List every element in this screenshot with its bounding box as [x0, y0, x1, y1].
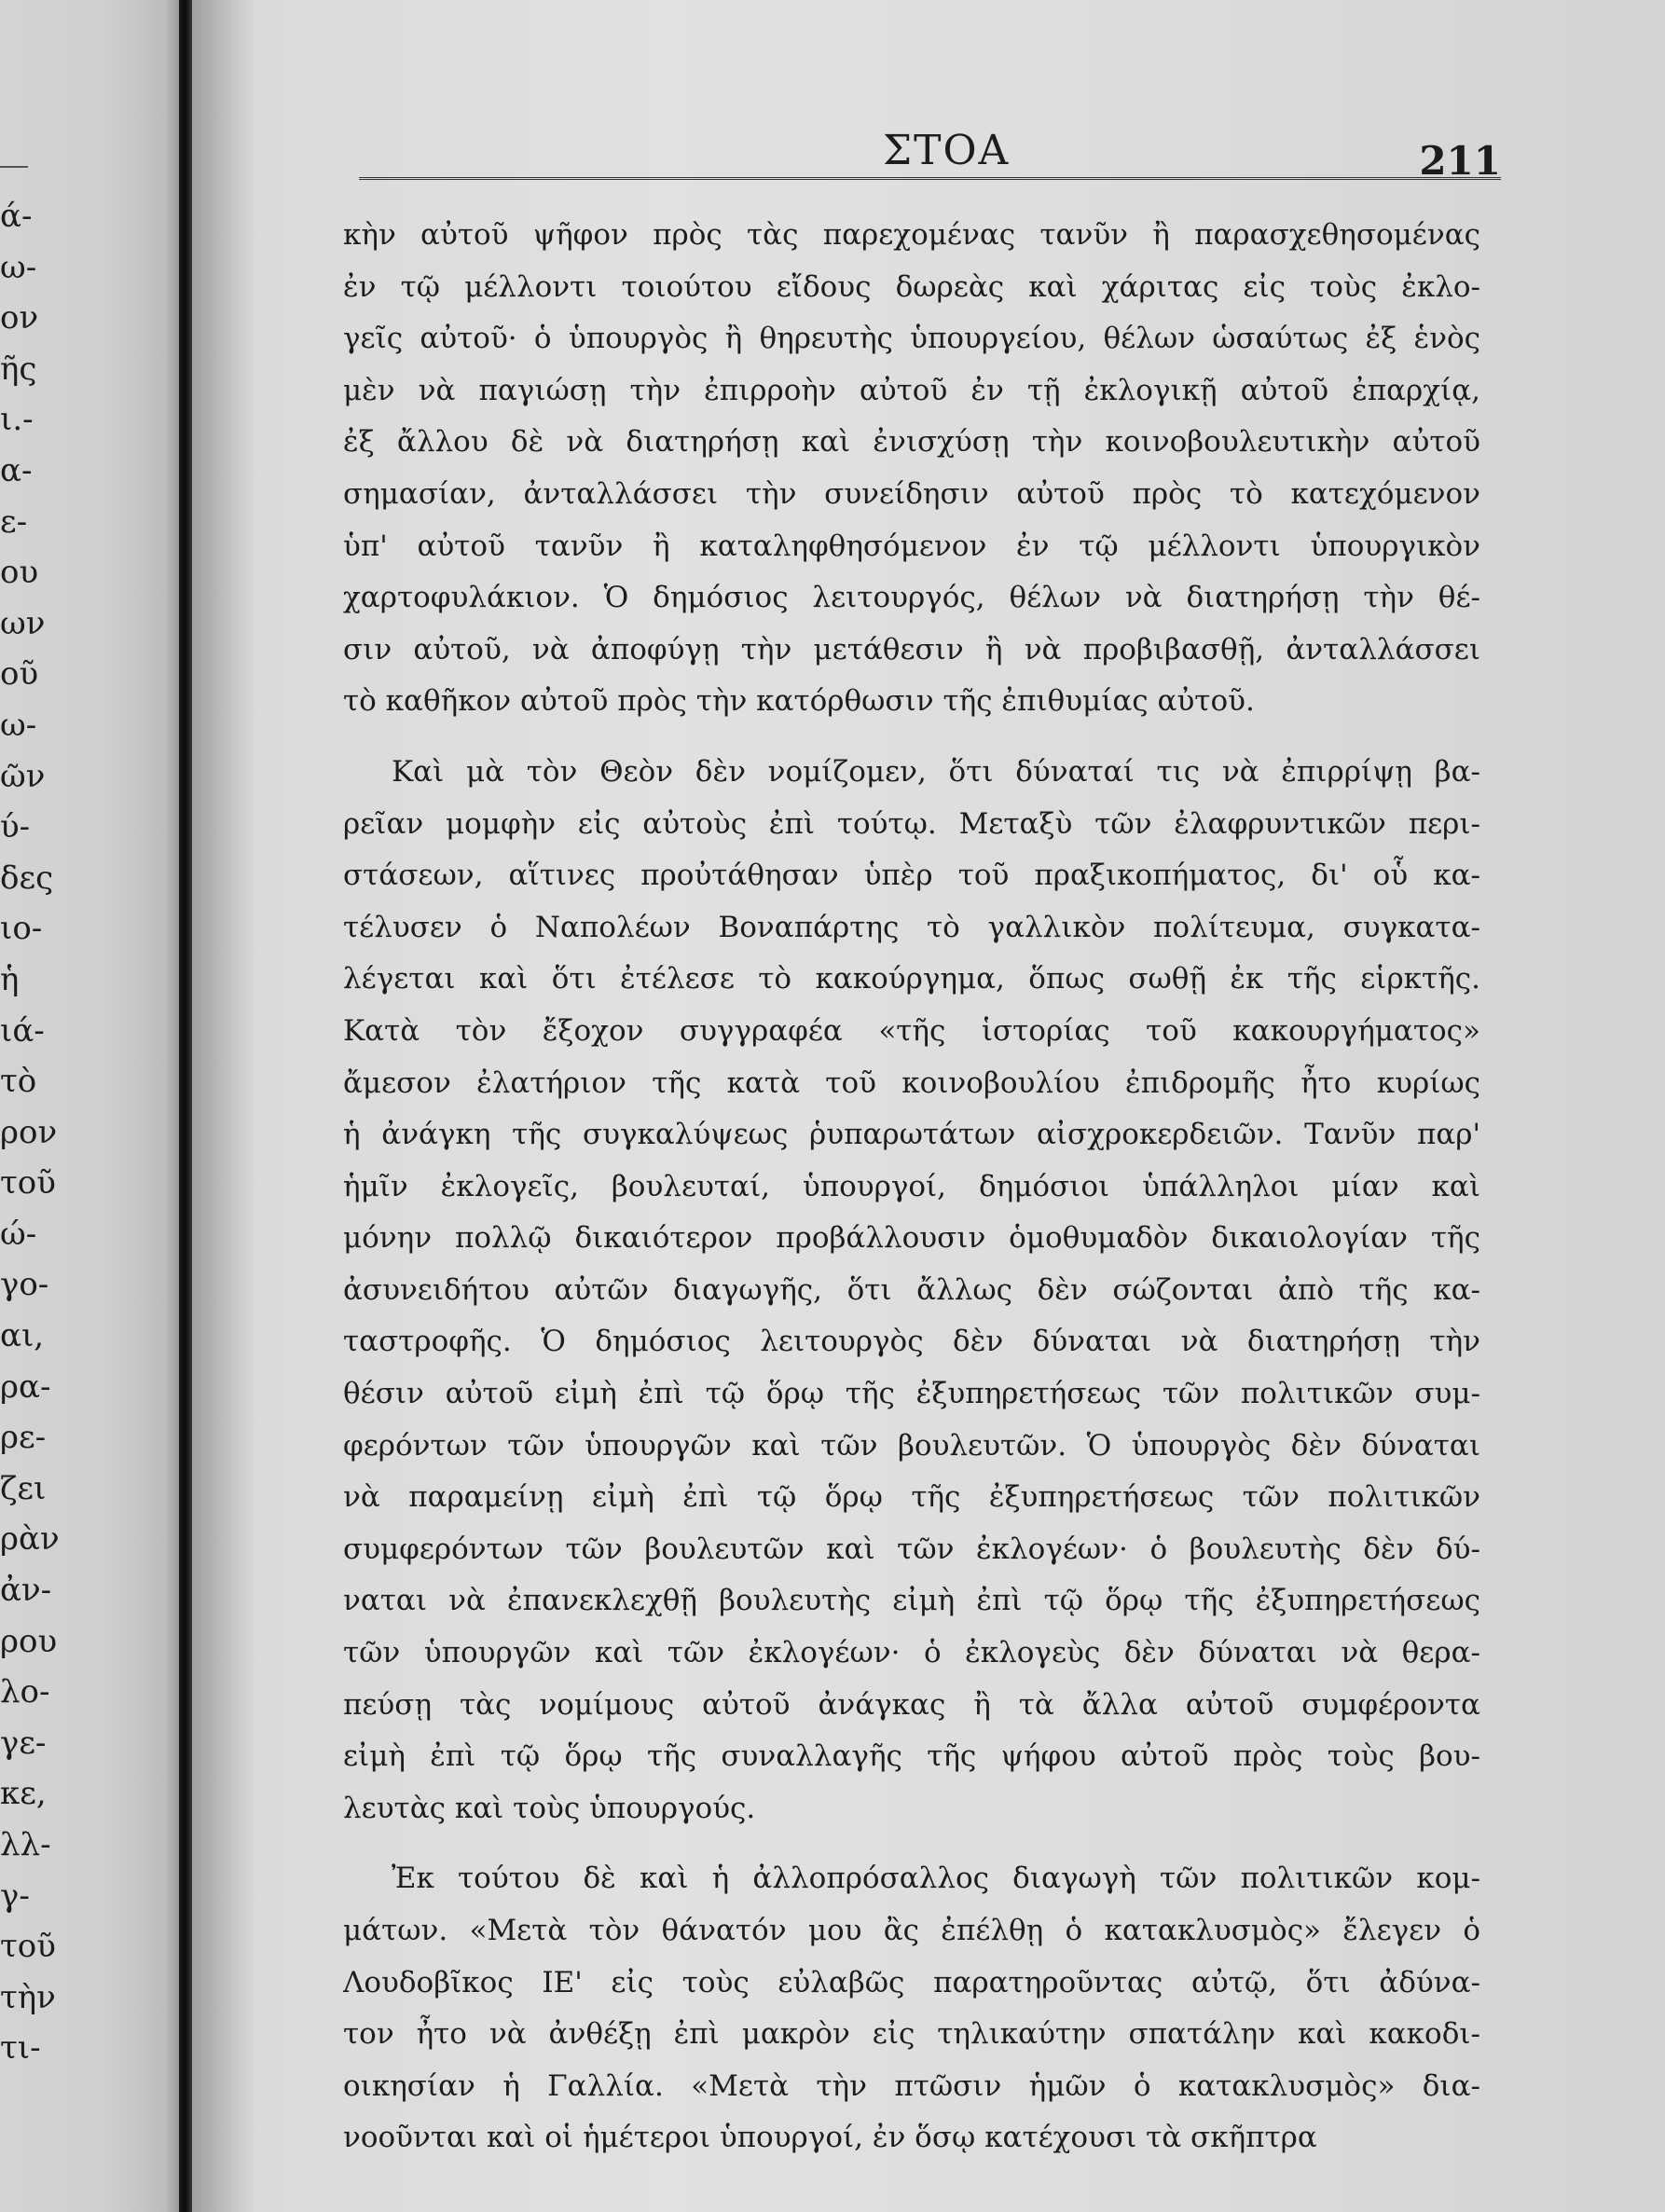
paragraph	[343, 1853, 1480, 2164]
paragraph-gap	[343, 1834, 1480, 1853]
text-line: χαρτοφυλάκιον. Ὁ δημόσιος λειτουργός, θέλων νὰ διατηρήσῃ τὴν θέ-	[343, 581, 1480, 615]
left-page-fragment-line: ἡ	[0, 960, 20, 998]
text-line: εἰμὴ ἐπὶ τῷ ὅρῳ τῆς συναλλαγῆς τῆς ψήφου αὐτοῦ πρὸς τοὺς βου-	[343, 1739, 1480, 1774]
left-page-fragment-line: ύ-	[0, 808, 31, 846]
left-page-fragment-line: ῆς	[0, 350, 37, 388]
text-line: κὴν αὐτοῦ ψῆφον πρὸς τὰς παρεχομένας τανῦν ἢ παρασχεθησομένας	[343, 218, 1480, 252]
text-line: μάτων. «Μετὰ τὸν θάνατόν μου ἂς ἐπέλθῃ ὁ κατακλυσμὸς» ἔλεγεν ὁ	[343, 1914, 1480, 1947]
left-page-rule	[0, 166, 28, 168]
left-page-fragment-line: ιο-	[0, 910, 43, 948]
left-page-fragment-line: τοῦ	[0, 1164, 56, 1202]
text-line: ναται νὰ ἐπανεκλεχθῇ βουλευτὴς εἰμὴ ἐπὶ τῷ ὅρῳ τῆς ἐξυπηρετήσεως	[343, 1584, 1480, 1618]
text-line: Ἐκ τούτου δὲ καὶ ἡ ἀλλοπρόσαλλος διαγωγὴ τῶν πολιτικῶν κομ-	[392, 1862, 1480, 1896]
left-page-fragment-line: αι,	[0, 1317, 45, 1355]
left-page-fragment-line: οῦ	[0, 655, 39, 694]
text-line: φερόντων τῶν ὑπουργῶν καὶ τῶν βουλευτῶν. Ὁ ὑπουργὸς δὲν δύναται	[343, 1428, 1480, 1463]
text-line: λέγεται καὶ ὅτι ἐτέλεσε τὸ κακούργημα, ὅπως σωθῇ ἐκ τῆς εἱρκτῆς.	[343, 962, 1480, 996]
paragraph-gap	[343, 728, 1480, 747]
text-line: ἄμεσον ἐλατήριον τῆς κατὰ τοῦ κοινοβουλίου ἐπιδρομῆς ἦτο κυρίως	[343, 1065, 1480, 1100]
left-page-fragment-line: ιά-	[0, 1011, 45, 1050]
left-page-fragment-line: ε-	[0, 502, 28, 541]
text-line: λευτὰς καὶ τοὺς ὑπουργούς.	[343, 1791, 756, 1825]
left-page-fragment	[0, 0, 179, 2212]
text-line: σιν αὐτοῦ, νὰ ἀποφύγῃ τὴν μετάθεσιν ἢ νὰ προβιβασθῇ, ἀνταλλάσσει	[343, 632, 1480, 666]
page-number: 211	[1419, 138, 1501, 184]
left-page-fragment-line: λλ-	[0, 1826, 51, 1863]
text-line: νὰ παραμείνῃ εἰμὴ ἐπὶ τῷ ὅρῳ τῆς ἐξυπηρετήσεως τῶν πολιτικῶν	[343, 1480, 1480, 1515]
book-binding-gutter	[179, 0, 192, 2212]
left-page-fragment-line: γε-	[0, 1724, 47, 1762]
text-line: τέλυσεν ὁ Ναπολέων Βοναπάρτης τὸ γαλλικὸν πολίτευμα, συγκατα-	[343, 910, 1480, 944]
paragraph	[343, 210, 1480, 728]
text-line: ἐν τῷ μέλλοντι τοιούτου εἴδους δωρεὰς καὶ χάριτας εἰς τοὺς ἐκλο-	[343, 269, 1480, 304]
text-line: μόνην πολλῷ δικαιότερον προβάλλουσιν ὁμοθυμαδὸν δικαιολογίαν τῆς	[343, 1221, 1480, 1256]
text-line: τῶν ὑπουργῶν καὶ τῶν ἐκλογέων· ὁ ἐκλογεὺς δὲν δύναται νὰ θερα-	[343, 1636, 1480, 1670]
left-page-line-ends	[0, 191, 75, 2074]
text-line: ἡμῖν ἐκλογεῖς, βουλευταί, ὑπουργοί, δημόσιοι ὑπάλληλοι μίαν καὶ	[343, 1169, 1480, 1203]
left-page-fragment-line: ρου	[0, 1622, 58, 1660]
left-page-fragment-line: τὴν	[0, 1978, 56, 2016]
left-page-fragment-line: α-	[0, 451, 33, 489]
page-body-text	[343, 210, 1480, 2164]
left-page-fragment-line: δες	[0, 859, 54, 897]
left-page-fragment-line: ω-	[0, 706, 37, 744]
left-page-fragment-line: γ-	[0, 1876, 30, 1915]
text-line: θέσιν αὐτοῦ εἰμὴ ἐπὶ τῷ ὅρῳ τῆς ἐξυπηρετήσεως τῶν πολιτικῶν συμ-	[343, 1377, 1480, 1411]
running-head	[359, 119, 1501, 185]
text-line: Λουδοβῖκος ΙΕ' εἰς τοὺς εὐλαβῶς παρατηροῦντας αὐτῷ, ὅτι ἀδύνα-	[343, 1965, 1480, 1999]
text-line: τον ἦτο νὰ ἀνθέξῃ ἐπὶ μακρὸν εἰς τηλικαύτην σπατάλην καὶ κακοδι-	[343, 2017, 1480, 2052]
text-line: Καὶ μὰ τὸν Θεὸν δὲν νομίζομεν, ὅτι δύναταί τις νὰ ἐπιρρίψῃ βα-	[392, 754, 1480, 789]
paragraph	[343, 747, 1480, 1834]
text-line: μὲν νὰ παγιώσῃ τὴν ἐπιρροὴν αὐτοῦ ἐν τῇ ἐκλογικῇ αὐτοῦ ἐπαρχίᾳ,	[343, 373, 1480, 407]
text-line: τὸ καθῆκον αὐτοῦ πρὸς τὴν κατόρθωσιν τῆς ἐπιθυμίας αὐτοῦ.	[343, 684, 1255, 719]
gutter-shadow	[192, 0, 257, 2212]
text-line: οικησίαν ἡ Γαλλία. «Μετὰ τὴν πτῶσιν ἡμῶν ὁ κατακλυσμὸς» δια-	[343, 2068, 1480, 2103]
left-page-fragment-line: τι-	[0, 2029, 41, 2068]
text-line: ἀσυνειδήτου αὐτῶν διαγωγῆς, ὅτι ἄλλως δὲν σώζονται ἀπὸ τῆς κα-	[343, 1272, 1480, 1307]
left-page-fragment-line: ῶν	[0, 757, 46, 795]
text-line: ρεῖαν μομφὴν εἰς αὐτοὺς ἐπὶ τούτῳ. Μεταξὺ τῶν ἐλαφρυντικῶν περι-	[343, 806, 1480, 841]
text-line: ἐξ ἄλλου δὲ νὰ διατηρήσῃ καὶ ἐνισχύσῃ τὴν κοινοβουλευτικὴν αὐτοῦ	[343, 425, 1480, 460]
left-page-fragment-line: ώ-	[0, 1215, 37, 1253]
left-page-fragment-line: ω-	[0, 248, 37, 286]
text-line: σημασίαν, ἀνταλλάσσει τὴν συνείδησιν αὐτοῦ πρὸς τὸ κατεχόμενον	[343, 476, 1480, 511]
left-page-fragment-line: ου	[0, 554, 39, 592]
left-page-fragment-line: ρὰν	[0, 1520, 60, 1559]
left-page-fragment-line: ά-	[0, 198, 33, 235]
left-page-fragment-line: ρε-	[0, 1419, 47, 1457]
left-page-fragment-line: ἀν-	[0, 1572, 52, 1610]
text-line: ὑπ' αὐτοῦ τανῦν ἢ καταληφθησόμενον ἐν τῷ μέλλοντι ὑπουργικὸν	[343, 529, 1480, 563]
left-page-fragment-line: γο-	[0, 1266, 49, 1304]
left-page-fragment-line: λο-	[0, 1673, 50, 1711]
text-line: γεῖς αὐτοῦ· ὁ ὑπουργὸς ἢ θηρευτὴς ὑπουργείου, θέλων ὡσαύτως ἐξ ἑνὸς	[343, 322, 1480, 356]
left-page-fragment-line: ι.-	[0, 401, 34, 439]
text-line: ταστροφῆς. Ὁ δημόσιος λειτουργὸς δὲν δύναται νὰ διατηρήσῃ τὴν	[343, 1325, 1480, 1359]
left-page-fragment-line: τοῦ	[0, 1928, 56, 1966]
text-line: ἡ ἀνάγκη τῆς συγκαλύψεως ῥυπαρωτάτων αἰσχροκερδειῶν. Τανῦν παρ'	[343, 1118, 1480, 1152]
left-page-fragment-line: ζει	[0, 1469, 47, 1507]
page-title: ΣΤΟΑ	[883, 127, 1011, 174]
left-page-fragment-line: ων	[0, 604, 46, 642]
left-page-fragment-line: τὸ	[0, 1063, 37, 1101]
text-line: νοοῦνται καὶ οἱ ἡμέτεροι ὑπουργοί, ἐν ὅσῳ κατέχουσι τὰ σκῆπτρα	[343, 2121, 1317, 2155]
header-rule	[359, 177, 1501, 180]
text-line: πεύσῃ τὰς νομίμους αὐτοῦ ἀνάγκας ἢ τὰ ἄλλα αὐτοῦ συμφέροντα	[343, 1687, 1480, 1722]
text-line: στάσεων, αἵτινες προὐτάθησαν ὑπὲρ τοῦ πραξικοπήματος, δι' οὗ κα-	[343, 859, 1480, 893]
left-page-fragment-line: ρον	[0, 1113, 58, 1151]
left-page-fragment-line: ρα-	[0, 1367, 51, 1406]
text-line: Κατὰ τὸν ἔξοχον συγγραφέα «τῆς ἱστορίας τοῦ κακουργήματος»	[343, 1013, 1480, 1048]
left-page-fragment-line: ον	[0, 299, 39, 337]
left-page-fragment-line: κε,	[0, 1775, 47, 1813]
text-line: συμφερόντων τῶν βουλευτῶν καὶ τῶν ἐκλογέων· ὁ βουλευτὴς δὲν δύ-	[343, 1532, 1480, 1566]
